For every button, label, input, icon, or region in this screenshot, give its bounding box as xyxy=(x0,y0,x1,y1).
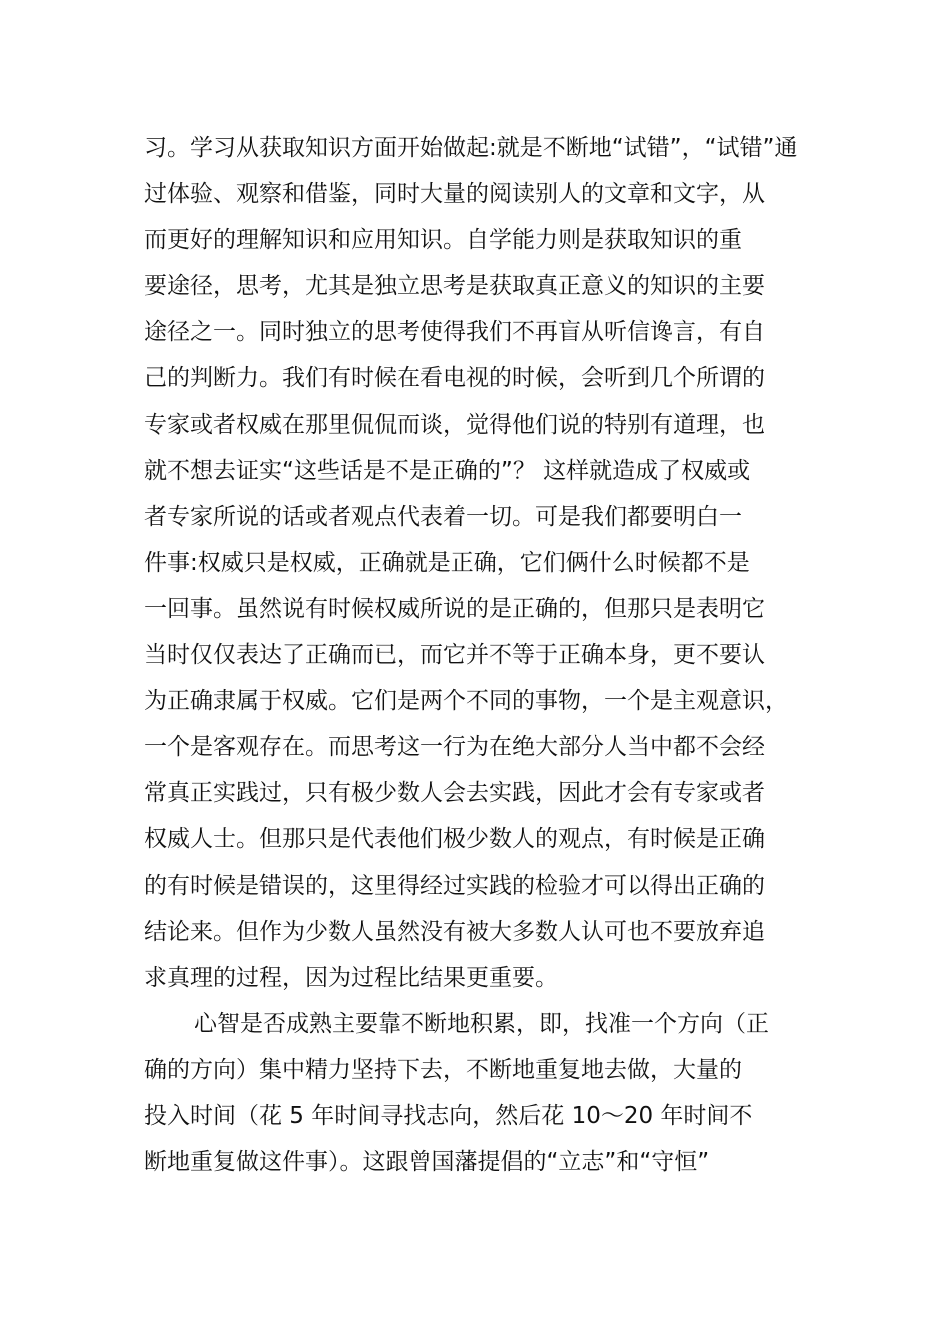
text-line: 一个是客观存在。而思考这一行为在绝大部分人当中都不会经 xyxy=(144,734,765,761)
text-line: 而更好的理解知识和应用知识。自学能力则是获取知识的重 xyxy=(144,227,742,254)
text-line: 常真正实践过，只有极少数人会去实践，因此才会有专家或者 xyxy=(144,780,765,807)
text-line: 求真理的过程，因为过程比结果更重要。 xyxy=(144,964,558,991)
text-line: 的有时候是错误的，这里得经过实践的检验才可以得出正确的 xyxy=(144,872,765,899)
text-line: 当时仅仅表达了正确而已，而它并不等于正确本身，更不要认 xyxy=(144,642,765,669)
body-text xyxy=(144,125,844,1185)
text-line: 投入时间（花 5 年时间寻找志向，然后花 10～20 年时间不 xyxy=(144,1102,753,1129)
text-line: 途径之一。同时独立的思考使得我们不再盲从听信谗言，有自 xyxy=(144,319,765,346)
text-line: 一回事。虽然说有时候权威所说的是正确的，但那只是表明它 xyxy=(144,595,765,622)
text-line: 过体验、观察和借鉴，同时大量的阅读别人的文章和文字，从 xyxy=(144,181,765,208)
text-line: 权威人士。但那只是代表他们极少数人的观点，有时候是正确 xyxy=(144,826,765,853)
text-line: 确的方向）集中精力坚持下去，不断地重复地去做，大量的 xyxy=(144,1056,742,1083)
text-line: 要途径，思考，尤其是独立思考是获取真正意义的知识的主要 xyxy=(144,273,765,300)
text-line: 断地重复做这件事）。这跟曾国藩提倡的“立志”和“守恒” xyxy=(144,1149,710,1176)
text-line: 己的判断力。我们有时候在看电视的时候，会听到几个所谓的 xyxy=(144,365,765,392)
text-line: 习。学习从获取知识方面开始做起:就是不断地“试错”，“试错”通 xyxy=(144,135,798,161)
paragraph-start-line: 心智是否成熟主要靠不断地积累，即，找准一个方向（正 xyxy=(194,1010,769,1037)
text-line: 专家或者权威在那里侃侃而谈，觉得他们说的特别有道理，也 xyxy=(144,411,765,438)
text-line: 就不想去证实“这些话是不是正确的”？ 这样就造成了权威或 xyxy=(144,457,751,484)
text-line: 为正确隶属于权威。它们是两个不同的事物，一个是主观意识， xyxy=(144,688,788,715)
text-line: 件事:权威只是权威，正确就是正确，它们俩什么时候都不是 xyxy=(144,549,750,576)
text-line: 结论来。但作为少数人虽然没有被大多数人认可也不要放弃追 xyxy=(144,918,765,945)
text-line: 者专家所说的话或者观点代表着一切。可是我们都要明白一 xyxy=(144,503,742,530)
